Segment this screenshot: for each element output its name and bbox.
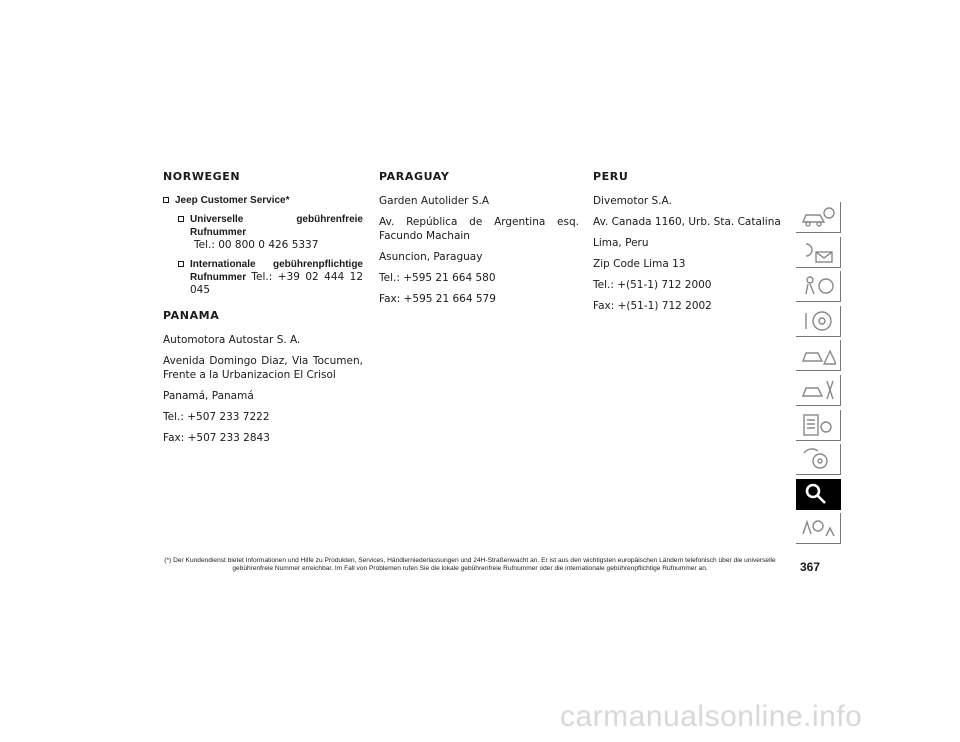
paraguay-line: Garden Autolider S.A [379,195,489,207]
steering-wheel-icon [800,309,836,333]
column-peru [593,170,793,320]
universal-number-label: Universelle gebührenfreie Rufnummer [190,214,363,238]
footnote: (*) Der Kundendienst bietet Informationen und Hilfe zu Produkten, Services, Händlerniederlassungen und 24H-Straßenwacht an. Er ist aus den wichtigsten europäischen Ländern telefonisch über die universelle gebührenfreie Nummer erreichbar. Im Fall von Problemen rufen Sie die lokale gebührenfreie Rufnummer oder die internationale gebührenpflichtige Rufnummer an. [164,557,776,572]
customer-service-label: Jeep Customer Service* [175,195,290,206]
page-number: 367 [800,560,821,574]
tab-service[interactable] [796,375,841,406]
tab-emergency[interactable] [796,340,841,371]
peru-line: Zip Code Lima 13 [593,258,686,270]
panama-line: Automotora Autostar S. A. [163,334,301,346]
checkbox-bullet-icon [178,216,184,222]
checkbox-bullet-icon [163,197,169,203]
language-icon [800,516,836,540]
panama-line: Avenida Domingo Diaz, Via Tocumen, Frente a la Urbanizacion El Crisol [163,355,363,381]
tab-safety[interactable] [796,271,841,302]
universal-number-tel: Tel.: 00 800 0 426 5337 [194,239,319,251]
watermark: carmanualsonline.info [560,700,863,733]
car-info-icon [800,205,836,229]
car-tools-icon [800,378,836,402]
paraguay-line: Asuncion, Paraguay [379,251,483,263]
airbag-icon [800,274,836,298]
panama-line: Fax: +507 233 2843 [163,432,270,444]
peru-line: Av. Canada 1160, Urb. Sta. Catalina [593,216,781,228]
peru-line: Divemotor S.A. [593,195,672,207]
tab-specifications[interactable] [796,410,841,441]
heading-norwegen: NORWEGEN [163,170,241,183]
universal-number-item [178,213,363,252]
light-envelope-icon [800,240,836,264]
paraguay-line: Tel.: +595 21 664 580 [379,272,496,284]
heading-peru: PERU [593,170,629,183]
multimedia-icon [800,447,836,471]
peru-line: Lima, Peru [593,237,649,249]
warning-car-icon [800,343,836,367]
peru-line: Fax: +(51-1) 712 2002 [593,300,712,312]
column-norwegen-panama [163,170,363,452]
column-paraguay [379,170,579,313]
tab-car-info[interactable] [796,202,841,233]
international-number-label: Internationale gebührenpflichtige Rufnummer [190,259,363,283]
international-number-tel: Tel.: +39 02 444 12 045 [190,271,364,296]
paraguay-line: Fax: +595 21 664 579 [379,293,496,305]
tab-multimedia[interactable] [796,444,841,475]
tab-index[interactable] [796,479,841,510]
panama-line: Tel.: +507 233 7222 [163,411,270,423]
heading-panama: PANAMA [163,309,220,322]
peru-line: Tel.: +(51-1) 712 2000 [593,279,712,291]
checkbox-bullet-icon [178,261,184,267]
search-icon [800,482,836,506]
specifications-icon [800,413,836,437]
paraguay-line: Av. República de Argentina esq. Facundo Machain [379,216,579,242]
customer-service-item [163,194,363,207]
tab-lights[interactable] [796,237,841,268]
heading-paraguay: PARAGUAY [379,170,450,183]
international-number-item [178,258,363,297]
tab-languages[interactable] [796,513,841,544]
chapter-tabs [796,202,842,548]
panama-line: Panamá, Panamá [163,390,254,402]
tab-driving[interactable] [796,306,841,337]
